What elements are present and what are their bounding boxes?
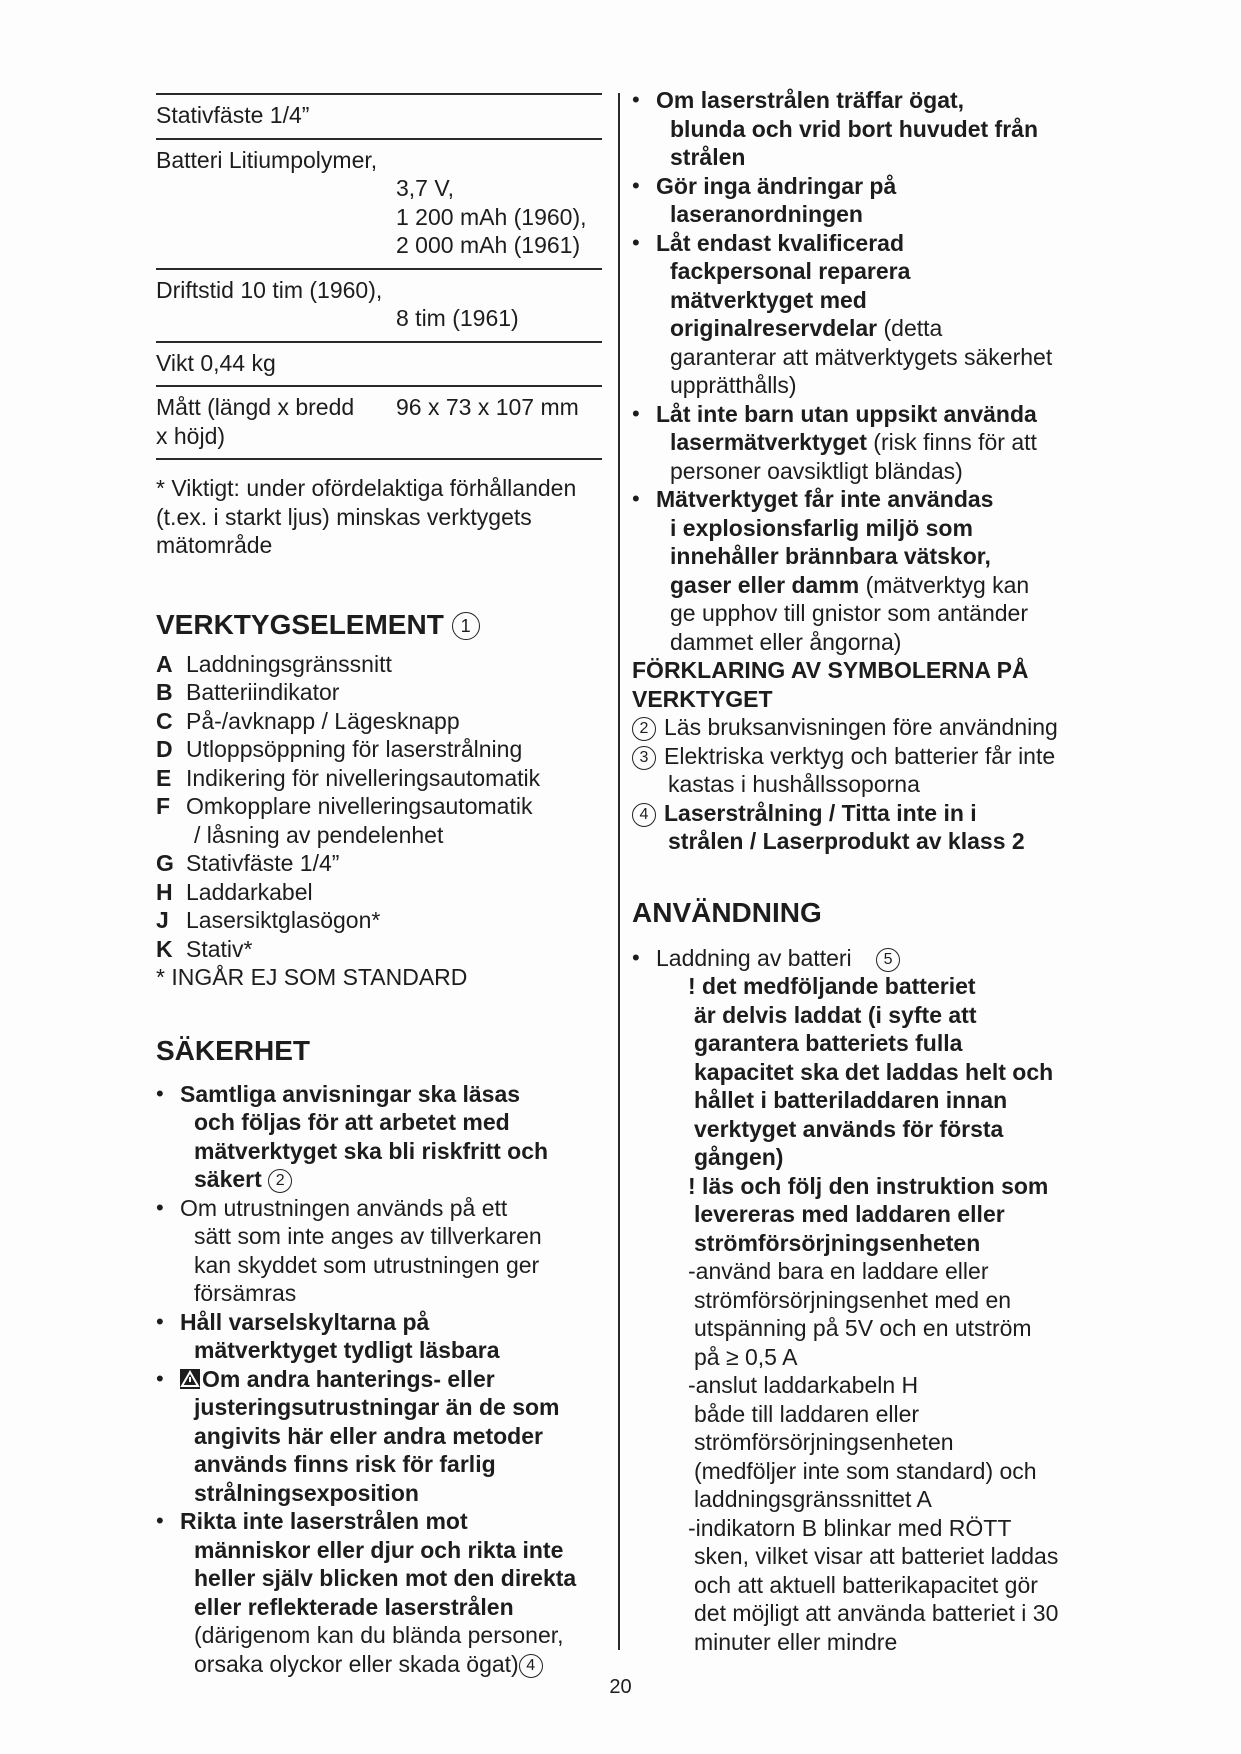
part-text: Stativfäste 1/4”	[186, 850, 340, 876]
list-item	[632, 400, 1092, 486]
charging-step-2	[632, 1371, 1092, 1514]
line: strömförsörjningsenheten	[694, 1429, 954, 1455]
list-item	[156, 707, 602, 736]
symbol-text: Läs bruksanvisningen före användning	[664, 714, 1058, 740]
symbol-text	[664, 799, 1092, 856]
part-text: Lasersiktglasögon*	[186, 907, 381, 933]
list-item	[632, 86, 1092, 172]
line: levereras med laddaren eller	[694, 1201, 1005, 1227]
line: laddningsgränssnittet A	[694, 1486, 932, 1512]
list-item	[156, 792, 602, 821]
figure-ref-icon: 5	[876, 948, 900, 972]
line: kapacitet ska det laddas helt och	[694, 1058, 1054, 1085]
spec-row-dims	[156, 386, 602, 459]
line: ! det medföljande batteriet	[688, 973, 976, 999]
line: människor eller djur och rikta inte	[194, 1536, 564, 1563]
spec-row-weight	[156, 342, 602, 387]
line: strålen / Laserprodukt av klass 2	[668, 828, 1025, 854]
part-letter: C	[156, 707, 173, 734]
line: innehåller brännbara vätskor,	[670, 543, 991, 569]
figure-ref-icon: 4	[632, 803, 656, 827]
symbol-text	[664, 742, 1092, 799]
spec-runtime-1961: 8 tim (1961)	[396, 305, 519, 331]
line: laseranordningen	[670, 201, 863, 227]
line: och att aktuell batterikapacitet gör	[694, 1571, 1038, 1598]
line: både till laddaren eller	[694, 1400, 920, 1427]
spec-runtime-label: Driftstid 10 tim (1960),	[156, 276, 383, 303]
list-item	[632, 742, 1092, 799]
line: Laserstrålning / Titta inte in i	[664, 799, 977, 826]
line	[656, 571, 1092, 600]
line: garanterar att mätverktygets säkerhet	[670, 343, 1053, 370]
line: VERKTYGET	[632, 685, 773, 712]
line: Om laserstrålen träffar ögat,	[656, 87, 965, 113]
part-text: Indikering för nivelleringsautomatik	[186, 764, 541, 791]
line: strålen	[670, 144, 746, 170]
line: mätverktyget med	[670, 286, 867, 313]
part-text: Laddarkabel	[186, 878, 313, 905]
line-normal: (risk finns för att	[866, 429, 1037, 455]
part-text: Laddningsgränssnitt	[186, 650, 392, 677]
spec-row-tripod	[156, 94, 602, 139]
line: Samtliga anvisningar ska läsas	[180, 1080, 521, 1107]
part-letter: E	[156, 764, 172, 791]
figure-ref-icon: 2	[632, 717, 656, 741]
spec-tripod: Stativfäste 1/4”	[156, 94, 602, 139]
heading-verktygselement	[156, 608, 602, 642]
line	[656, 314, 1092, 343]
line: sken, vilket visar att batteriet laddas	[694, 1543, 1059, 1569]
line: Mätverktyget får inte användas	[656, 486, 994, 512]
usage-section	[632, 944, 1092, 1657]
figure-ref-icon: 3	[632, 746, 656, 770]
list-item	[156, 878, 602, 907]
spec-row-runtime	[156, 269, 602, 342]
part-text: Batteriindikator	[186, 679, 340, 705]
part-letter: D	[156, 736, 173, 762]
parts-footnote: * INGÅR EJ SOM STANDARD	[156, 964, 468, 990]
heading-text: SÄKERHET	[156, 1034, 311, 1066]
charging-warning-2	[632, 1172, 1092, 1258]
line: (medföljer inte som standard) och	[694, 1457, 1037, 1484]
symbols-heading	[632, 656, 1092, 713]
figure-ref-icon: 1	[452, 612, 480, 640]
line: Om utrustningen används på ett	[180, 1194, 508, 1221]
spec-table	[156, 93, 602, 460]
line: heller själv blicken mot den direkta	[194, 1565, 577, 1591]
line-normal: (mätverktyg kan	[859, 571, 1030, 598]
line: strömförsörjningsenhet med en	[694, 1286, 1012, 1313]
spec-weight: Vikt 0,44 kg	[156, 342, 602, 387]
spec-dims-value: 96 x 73 x 107 mm	[396, 394, 579, 420]
part-text: På-/avknapp / Lägesknapp	[186, 707, 460, 734]
line: på ≥ 0,5 A	[694, 1343, 798, 1370]
line: kastas i hushållssoporna	[668, 771, 920, 797]
line: ! läs och följ den instruktion som	[688, 1172, 1049, 1199]
heading-text: VERKTYGSELEMENT	[156, 608, 444, 640]
line: orsaka olyckor eller skada ögat)	[194, 1650, 519, 1677]
spec-row-battery	[156, 139, 602, 269]
line-with-icon	[180, 1650, 602, 1679]
note-line: mätområde	[156, 532, 273, 558]
line: säkert	[194, 1166, 262, 1192]
spec-battery-capacity-1961: 2 000 mAh (1961)	[396, 232, 581, 258]
line: Låt endast kvalificerad	[656, 229, 904, 256]
safety-list	[156, 1080, 602, 1679]
list-item	[632, 485, 1092, 656]
line: (därigenom kan du blända personer,	[194, 1622, 564, 1648]
line: Laddning av batteri	[656, 944, 852, 971]
line-normal: (detta	[877, 315, 943, 341]
charging-step-1	[632, 1257, 1092, 1371]
part-letter: B	[156, 679, 173, 705]
line: i explosionsfarlig miljö som	[670, 514, 973, 541]
usage-list	[632, 944, 1092, 973]
part-text: Omkopplare nivelleringsautomatik	[186, 793, 533, 819]
line	[656, 428, 1092, 457]
heading-anvandning	[632, 896, 1092, 930]
list-item	[156, 678, 602, 707]
list-item	[156, 935, 602, 964]
line-bold: originalreservdelar	[670, 315, 878, 341]
line: mätverktyget tydligt läsbara	[194, 1337, 500, 1363]
part-letter: F	[156, 793, 171, 819]
line: verktyget används för första	[694, 1115, 1004, 1142]
line: sätt som inte anges av tillverkaren	[194, 1223, 542, 1249]
column-divider	[618, 93, 620, 1650]
figure-ref-icon: 4	[519, 1654, 543, 1678]
spec-battery-label: Batteri Litiumpolymer,	[156, 146, 378, 173]
line: angivits här eller andra metoder	[194, 1422, 543, 1449]
list-item	[156, 764, 602, 793]
line: Rikta inte laserstrålen mot	[180, 1508, 468, 1534]
line: strömförsörjningsenheten	[694, 1229, 981, 1256]
line: justeringsutrustningar än de som	[194, 1394, 560, 1420]
line: Gör inga ändringar på	[656, 172, 897, 199]
spec-battery-voltage: 3,7 V,	[396, 175, 454, 201]
laser-warning-icon	[180, 1369, 200, 1389]
spec-dims-label-2: x höjd)	[156, 422, 226, 449]
line: fackpersonal reparera	[670, 258, 911, 284]
line: Om andra hanterings- eller	[202, 1365, 495, 1392]
spec-dims-label-1: Mått (längd x bredd	[156, 394, 355, 420]
part-letter: H	[156, 878, 173, 905]
list-item	[632, 713, 1092, 742]
line-bold: lasermätverktyget	[670, 429, 867, 455]
range-note	[156, 474, 602, 560]
heading-text: ANVÄNDNING	[632, 896, 822, 928]
note-line: * Viktigt: under ofördelaktiga förhållanden	[156, 475, 577, 501]
line: kan skyddet som utrustningen ger	[194, 1251, 540, 1278]
line: Håll varselskyltarna på	[180, 1308, 430, 1335]
line: minuter eller mindre	[694, 1628, 898, 1655]
line: -anslut laddarkabeln H	[688, 1372, 919, 1398]
page-number: 20	[609, 1676, 632, 1698]
note-line: (t.ex. i starkt ljus) minskas verktygets	[156, 503, 532, 530]
line: ge upphov till gnistor som antänder	[670, 600, 1028, 626]
right-column	[632, 86, 1092, 1656]
line: det möjligt att använda batteriet i 30	[694, 1600, 1059, 1626]
line: är delvis laddat (i syfte att	[694, 1001, 977, 1028]
line: försämras	[194, 1280, 297, 1306]
list-item	[156, 849, 602, 878]
list-item	[156, 906, 602, 935]
line: FÖRKLARING AV SYMBOLERNA PÅ	[632, 657, 1029, 683]
list-item	[156, 1080, 602, 1194]
line: mätverktyget ska bli riskfritt och	[194, 1137, 549, 1164]
list-item	[632, 799, 1092, 856]
list-item	[632, 172, 1092, 229]
symbols-section	[632, 656, 1092, 856]
list-item	[156, 1308, 602, 1365]
figure-ref-icon: 2	[268, 1169, 292, 1193]
safety-list-continued	[632, 86, 1092, 656]
charging-step-3	[632, 1514, 1092, 1657]
line: strålningsexposition	[194, 1479, 419, 1506]
line: utspänning på 5V och en utström	[694, 1315, 1032, 1341]
line: -använd bara en laddare eller	[688, 1258, 989, 1284]
line: Elektriska verktyg och batterier får inte	[664, 742, 1056, 769]
list-item	[156, 1365, 602, 1508]
left-column	[156, 93, 602, 1678]
part-letter: K	[156, 935, 173, 962]
line: garantera batteriets fulla	[694, 1030, 963, 1056]
line: används finns risk för farlig	[194, 1451, 496, 1477]
line: eller reflekterade laserstrålen	[194, 1593, 514, 1620]
list-item	[156, 650, 602, 679]
line: hållet i batteriladdaren innan	[694, 1087, 1008, 1113]
part-text: Stativ*	[186, 935, 253, 962]
charging-warning-1	[632, 972, 1092, 1172]
line: gången)	[694, 1144, 784, 1170]
part-letter: G	[156, 850, 174, 876]
line: blunda och vrid bort huvudet från	[670, 115, 1038, 142]
line: Låt inte barn utan uppsikt använda	[656, 400, 1037, 427]
line-bold: gaser eller damm	[670, 571, 860, 598]
parts-list	[156, 650, 602, 992]
list-item	[156, 735, 602, 764]
line: upprätthålls)	[670, 372, 797, 398]
list-item	[156, 1194, 602, 1308]
list-item	[632, 944, 1092, 973]
spec-battery-capacity-1960: 1 200 mAh (1960),	[396, 203, 587, 230]
list-item	[632, 229, 1092, 400]
heading-sakerhet	[156, 1034, 602, 1068]
line: och följas för att arbetet med	[194, 1109, 510, 1135]
part-letter: A	[156, 650, 173, 677]
part-letter: J	[156, 907, 169, 933]
part-text-continued: / låsning av pendelenhet	[194, 821, 444, 848]
list-item	[156, 1507, 602, 1678]
line: dammet eller ångorna)	[670, 628, 902, 655]
line-with-icon	[180, 1165, 602, 1194]
part-text: Utloppsöppning för laserstrålning	[186, 736, 523, 762]
line: -indikatorn B blinkar med RÖTT	[688, 1514, 1012, 1541]
line: personer oavsiktligt bländas)	[670, 457, 963, 484]
